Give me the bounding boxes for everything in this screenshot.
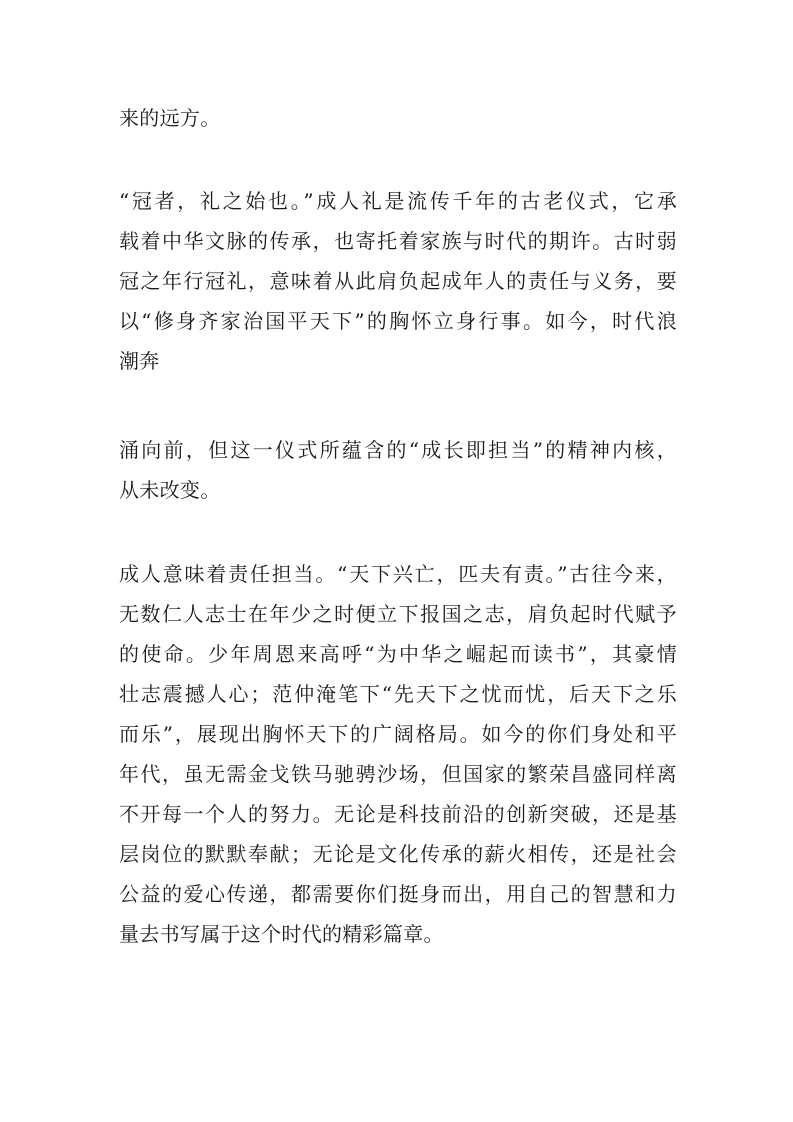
text-line-17: 公益的爱心传递，都需要你们挺身而出，用自己的智慧和力 (119, 882, 677, 906)
text-line-1: 来的远方。 (119, 106, 221, 130)
text-line-10: 无数仁人志士在年少之时便立下报国之志，肩负起时代赋予 (119, 602, 677, 626)
text-line-14: 年代，虽无需金戈铁马驰骋沙场，但国家的繁荣昌盛同样离 (119, 762, 677, 786)
text-line-5: 以“修身齐家治国平天下”的胸怀立身行事。如今，时代浪 (119, 309, 677, 333)
text-line-4: 冠之年行冠礼，意味着从此肩负起成年人的责任与义务，要 (119, 269, 677, 293)
text-line-11: 的使命。少年周恩来高呼“为中华之崛起而读书”，其豪情 (119, 642, 677, 666)
text-line-15: 不开每一个人的努力。无论是科技前沿的创新突破，还是基 (119, 802, 677, 826)
text-line-12: 壮志震撼人心；范仲淹笔下“先天下之忧而忧，后天下之乐 (119, 682, 677, 706)
text-line-3: 载着中华文脉的传承，也寄托着家族与时代的期许。古时弱 (119, 229, 677, 253)
text-line-16: 层岗位的默默奉献；无论是文化传承的薪火相传，还是社会 (119, 842, 677, 866)
text-line-13: 而乐”，展现出胸怀天下的广阔格局。如今的你们身处和平 (119, 722, 677, 746)
text-line-6: 潮奔 (119, 349, 160, 373)
text-line-18: 量去书写属于这个时代的精彩篇章。 (119, 922, 444, 946)
text-line-2: “冠者，礼之始也。”成人礼是流传千年的古老仪式，它承 (119, 189, 677, 213)
text-line-8: 从未改变。 (119, 478, 221, 502)
text-line-9: 成人意味着责任担当。“天下兴亡，匹夫有责。”古往今来， (119, 562, 677, 586)
text-line-7: 涌向前，但这一仪式所蕴含的“成长即担当”的精神内核， (119, 438, 677, 462)
